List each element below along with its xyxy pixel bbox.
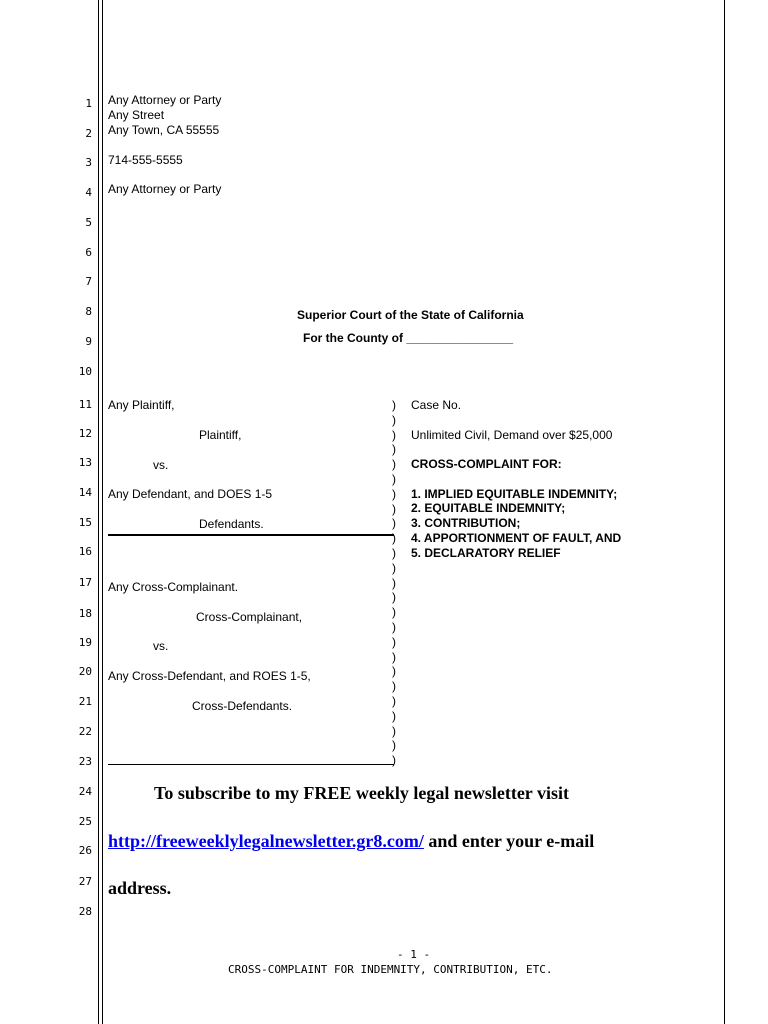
attorney-street: Any Street — [108, 108, 165, 122]
paren-mark: ) — [392, 412, 396, 427]
paren-mark: ) — [392, 486, 396, 501]
paren-mark: ) — [392, 738, 396, 753]
left-margin-rule-inner — [102, 0, 103, 1024]
paren-mark: ) — [392, 560, 396, 575]
line-number: 10 — [78, 365, 92, 378]
defendant-name: Any Defendant, and DOES 1-5 — [108, 487, 273, 501]
line-number: 15 — [78, 516, 92, 529]
line-number: 5 — [85, 216, 92, 229]
line-number: 27 — [78, 875, 92, 888]
line-number: 6 — [85, 246, 92, 259]
newsletter-line-3: address. — [108, 878, 172, 898]
attorney-for: Any Attorney or Party — [108, 182, 222, 196]
attorney-phone: 714-555-5555 — [108, 153, 183, 167]
line-number: 26 — [78, 844, 92, 857]
vs-second: vs. — [153, 639, 169, 653]
paren-mark: ) — [392, 516, 396, 531]
cross-complainant-role: Cross-Complainant, — [196, 610, 303, 624]
line-number: 25 — [78, 815, 92, 828]
paren-mark: ) — [392, 531, 396, 546]
paren-mark: ) — [392, 634, 396, 649]
paren-mark: ) — [392, 679, 396, 694]
plaintiff-name: Any Plaintiff, — [108, 398, 175, 412]
line-number: 23 — [78, 755, 92, 768]
jurisdiction-label: Unlimited Civil, Demand over $25,000 — [411, 428, 613, 442]
cross-defendant-name: Any Cross-Defendant, and ROES 1-5, — [108, 669, 311, 683]
paren-mark: ) — [392, 605, 396, 620]
paren-mark: ) — [392, 398, 396, 412]
paren-mark: ) — [392, 649, 396, 664]
newsletter-link[interactable]: http://freeweeklylegalnewsletter.gr8.com/ — [108, 831, 424, 851]
paren-mark: ) — [392, 442, 396, 457]
right-margin-rule — [724, 0, 725, 1024]
document-title: CROSS-COMPLAINT FOR: — [411, 457, 562, 471]
line-number: 11 — [78, 398, 92, 411]
line-number: 7 — [85, 275, 92, 288]
plaintiff-role: Plaintiff, — [199, 428, 242, 442]
left-margin-rule-outer — [98, 0, 99, 1024]
paren-mark: ) — [392, 693, 396, 708]
line-number: 3 — [85, 156, 92, 169]
paren-mark: ) — [392, 723, 396, 738]
cause-5: 5. DECLARATORY RELIEF — [411, 546, 561, 560]
line-number: 28 — [78, 905, 92, 918]
line-number: 14 — [78, 486, 92, 499]
line-number: 2 — [85, 127, 92, 140]
court-county: For the County of ________________ — [303, 331, 514, 345]
cause-2: 2. EQUITABLE INDEMNITY; — [411, 501, 566, 515]
paren-mark: ) — [392, 664, 396, 679]
cause-3: 3. CONTRIBUTION; — [411, 516, 521, 530]
vs-first: vs. — [153, 458, 169, 472]
paren-mark: ) — [392, 471, 396, 486]
paren-mark: ) — [392, 619, 396, 634]
newsletter-line-2-rest: and enter your e-mail — [423, 831, 595, 851]
caption-parentheses — [392, 398, 396, 768]
paren-mark: ) — [392, 575, 396, 590]
line-number: 9 — [85, 335, 92, 348]
paren-mark: ) — [392, 457, 396, 472]
newsletter-line-2 — [108, 831, 594, 852]
court-name: Superior Court of the State of California — [297, 308, 524, 322]
line-number: 20 — [78, 665, 92, 678]
defendant-role: Defendants. — [199, 517, 264, 531]
attorney-city: Any Town, CA 55555 — [108, 123, 220, 137]
case-number-label: Case No. — [411, 398, 462, 412]
paren-mark: ) — [392, 545, 396, 560]
line-number: 13 — [78, 456, 92, 469]
line-number: 24 — [78, 785, 92, 798]
paren-mark: ) — [392, 590, 396, 605]
paren-mark: ) — [392, 708, 396, 723]
cross-defendant-role: Cross-Defendants. — [192, 699, 293, 713]
paren-mark: ) — [392, 501, 396, 516]
line-number: 19 — [78, 636, 92, 649]
cause-1: 1. IMPLIED EQUITABLE INDEMNITY; — [411, 487, 618, 501]
line-number: 1 — [85, 97, 92, 110]
line-number: 16 — [78, 545, 92, 558]
caption-bottom-rule — [108, 764, 394, 765]
line-number: 4 — [85, 186, 92, 199]
line-number: 12 — [78, 427, 92, 440]
line-number: 22 — [78, 725, 92, 738]
caption-divider — [108, 534, 394, 536]
line-number: 21 — [78, 695, 92, 708]
paren-mark: ) — [392, 753, 396, 768]
footer-title: CROSS-COMPLAINT FOR INDEMNITY, CONTRIBUTION, ETC. — [228, 963, 553, 976]
attorney-name: Any Attorney or Party — [108, 93, 222, 107]
line-number: 17 — [78, 576, 92, 589]
cause-4: 4. APPORTIONMENT OF FAULT, AND — [411, 531, 622, 545]
cross-complainant-name: Any Cross-Complainant. — [108, 580, 239, 594]
footer-page-number: - 1 - — [397, 948, 431, 961]
line-number: 18 — [78, 607, 92, 620]
line-number: 8 — [85, 305, 92, 318]
newsletter-line-1: To subscribe to my FREE weekly legal newsletter visit — [154, 783, 569, 803]
paren-mark: ) — [392, 427, 396, 442]
